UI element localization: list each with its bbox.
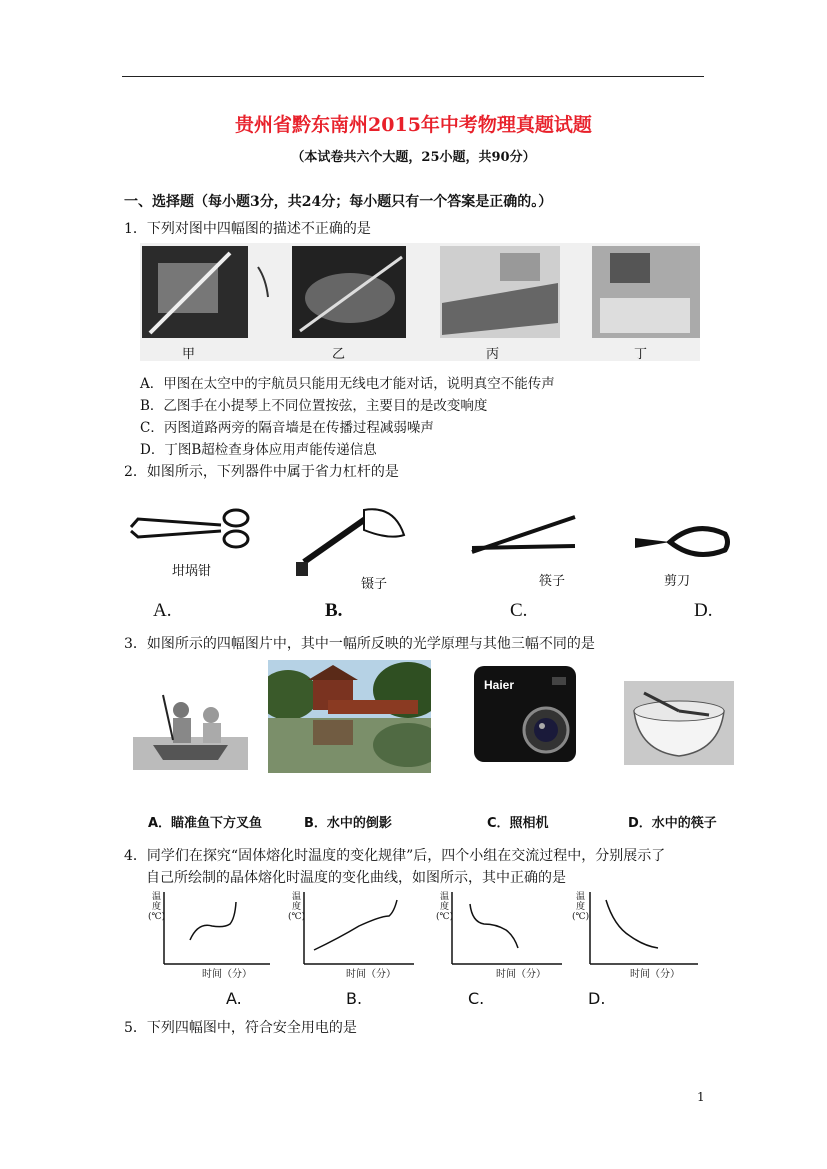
camera-photo [472, 662, 578, 765]
question-3-caption-d: D．水中的筷子 [628, 816, 717, 831]
question-3-caption-a: A．瞄准鱼下方叉鱼 [148, 816, 263, 831]
sound-photos-illustration [140, 243, 700, 361]
question-3-caption-c: C．照相机 [487, 816, 549, 831]
page-title: 贵州省黔东南州2015年中考物理真题试题 [235, 114, 592, 136]
question-2-option-d: D. [694, 600, 713, 621]
section-heading: 一、选择题（每小题3分，共24分；每小题只有一个答案是正确的。） [124, 194, 553, 210]
graph-b-ylabel-1: 温 [292, 892, 302, 902]
figure-label-ding: 丁 [634, 347, 648, 362]
tool-name-tongs: 坩埚钳 [172, 564, 212, 579]
graph-c-ylabel-1: 温 [440, 892, 450, 902]
tongs-illustration [126, 505, 256, 555]
scissors-illustration [630, 520, 735, 565]
reflection-photo [268, 660, 431, 773]
graph-c-xlabel: 时间（分） [496, 969, 546, 980]
question-1-option-b: B．乙图手在小提琴上不同位置按弦，主要目的是改变响度 [140, 398, 488, 414]
chopsticks-illustration [470, 512, 580, 562]
graph-a-curve [162, 892, 272, 967]
question-4-option-b: B. [346, 989, 363, 1008]
question-1-figure [140, 243, 700, 361]
question-1-option-c: C．丙图道路两旁的隔音墙是在传播过程减弱噪声 [140, 420, 434, 436]
question-3-stem: 3．如图所示的四幅图片中，其中一幅所反映的光学原理与其他三幅不同的是 [124, 636, 595, 652]
question-5-stem: 5．下列四幅图中，符合安全用电的是 [124, 1020, 357, 1036]
graph-a-ylabel-3: (℃) [148, 912, 166, 922]
graph-b-ylabel-3: (℃) [288, 912, 306, 922]
camera-brand: Haier [484, 678, 515, 692]
question-4-option-c: C. [468, 989, 485, 1008]
graph-d [568, 892, 703, 982]
graph-d-curve [588, 892, 700, 967]
tool-name-chopsticks: 筷子 [539, 574, 566, 589]
graph-d-ylabel-1: 温 [576, 892, 586, 902]
question-2-option-b: B. [325, 600, 343, 621]
question-4-option-d: D. [588, 989, 606, 1008]
question-4-option-a: A. [226, 989, 242, 1008]
question-1-option-d: D．丁图B超检查身体应用声能传递信息 [140, 442, 377, 458]
graph-b-curve [302, 892, 417, 967]
tool-name-scissors: 剪刀 [664, 574, 691, 589]
fishing-spear-illustration [133, 675, 248, 770]
header-rule [122, 76, 704, 77]
question-2-option-c: C. [510, 600, 528, 621]
graph-b [284, 892, 419, 982]
figure-label-jia: 甲 [182, 347, 196, 362]
graph-c [432, 892, 567, 982]
question-1-stem: 1．下列对图中四幅图的描述不正确的是 [124, 221, 371, 237]
chopstick-in-water-photo [624, 681, 734, 765]
graph-c-ylabel-3: (℃) [436, 912, 454, 922]
graph-c-ylabel-2: 度 [440, 902, 450, 912]
question-2-option-a: A. [153, 600, 172, 621]
page-number: 1 [697, 1090, 705, 1104]
question-2-stem: 2．如图所示，下列器件中属于省力杠杆的是 [124, 464, 399, 480]
question-4-stem-line-2: 自己所绘制的晶体熔化时温度的变化曲线，如图所示，其中正确的是 [146, 870, 566, 886]
question-1-option-a: A．甲图在太空中的宇航员只能用无线电才能对话，说明真空不能传声 [140, 376, 555, 392]
graph-a [140, 892, 275, 982]
tool-name-tweezers: 镊子 [361, 577, 388, 592]
graph-a-xlabel: 时间（分） [202, 969, 252, 980]
graph-a-ylabel-1: 温 [152, 892, 162, 902]
tweezers-illustration [296, 500, 426, 580]
graph-d-xlabel: 时间（分） [630, 969, 680, 980]
graph-b-xlabel: 时间（分） [346, 969, 396, 980]
graph-d-ylabel-2: 度 [576, 902, 586, 912]
question-4-stem-line-1: 4．同学们在探究“固体熔化时温度的变化规律”后，四个小组在交流过程中，分别展示了 [124, 848, 666, 864]
graph-c-curve [450, 892, 565, 967]
figure-label-bing: 丙 [486, 347, 500, 362]
graph-b-ylabel-2: 度 [292, 902, 302, 912]
page-subtitle: （本试卷共六个大题，25小题，共90分） [291, 150, 536, 165]
graph-a-ylabel-2: 度 [152, 902, 162, 912]
question-3-caption-b: B．水中的倒影 [304, 816, 392, 831]
graph-d-ylabel-3: (℃) [572, 912, 590, 922]
figure-label-yi: 乙 [332, 347, 346, 362]
